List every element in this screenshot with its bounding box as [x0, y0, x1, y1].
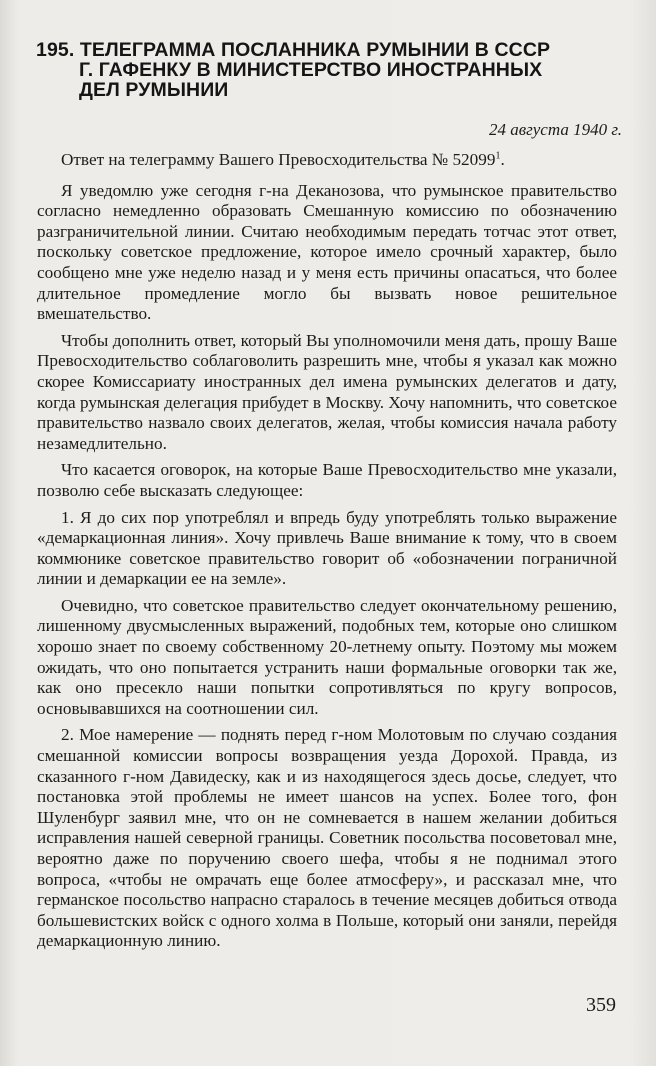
paragraph: Очевидно, что советское правительство следует окончательному решению, лишенному двусмысленных выражений, подобных тем, которые оно слишком хорошо знает по своему собственному 20-летнему опыту. Поэтому мы можем ожидать, что оно попытается устранить наши формальные оговорки так же, как оно пресекло наши попытки сопротивляться по кругу вопросов, основывавшихся на соотношении сил.	[37, 595, 617, 718]
heading-line: ДЕЛ РУМЫНИИ	[79, 79, 229, 101]
document-heading	[36, 40, 618, 100]
heading-line: 195. ТЕЛЕГРАММА ПОСЛАННИКА РУМЫНИИ В СССР	[36, 39, 551, 61]
reference-line: Ответ на телеграмму Вашего Превосходительства № 52099$^1$.	[61, 150, 505, 169]
paragraph: Что касается оговорок, на которые Ваше Превосходительство мне указали, позволю себе высказать следующее:	[37, 460, 617, 500]
paragraph: Чтобы дополнить ответ, который Вы уполномочили меня дать, прошу Ваше Превосходительство соблаговолить разрешить мне, чтобы я указал как можно скорее Комиссариату иностранных дел имена румынских делегатов и дату, когда румынская делегация прибудет в Москву. Хочу напомнить, что советское правительство назвало своих делегатов, желая, чтобы комиссия начала работу незамедлительно.	[37, 330, 617, 453]
paragraph: 1. Я до сих пор употреблял и впредь буду употреблять только выражение «демаркационная линия». Хочу привлечь Ваше внимание к тому, что в своем коммюнике советское правительство говорит об «обозначении пограничной линии и демаркации ее на земле».	[37, 507, 617, 589]
document-date: 24 августа 1940 г.	[489, 120, 622, 139]
footnote-mark: 1	[495, 150, 501, 162]
reference-text: Ответ на телеграмму Вашего Превосходительства № 52099	[61, 150, 496, 169]
paragraph: 2. Мое намерение — поднять перед г-ном Молотовым по случаю создания смешанной комиссии вопросы возвращения уезда Дорохой. Правда, из сказанного г-ном Давидеску, как и из находящегося здесь досье, следует, что постановка этой проблемы не имеет шансов на успех. Более того, фон Шуленбург заявил мне, что он не сомневается в нашем желании добиться исправления нашей северной границы. Советник посольства посоветовал мне, вероятно даже по поручению своего шефа, чтобы я не поднимал этого вопроса, «чтобы не омрачать еще более атмосферу», и рассказал мне, что германское посольство напрасно старалось в течение месяцев добиться отвода большевистских войск с одного холма в Польше, который они заняли, перейдя демаркационную линию.	[37, 725, 617, 951]
paragraph: Я уведомлю уже сегодня г-на Деканозова, что румынское правительство согласно немедленно образовать Смешанную комиссию по обозначению разграничительной линии. Считаю необходимым передать тотчас этот ответ, поскольку советское предложение, которое имело срочный характер, было сообщено мне уже неделю назад и у меня есть причины опасаться, что более длительное промедление могло бы вызвать новое решительное вмешательство.	[37, 180, 617, 324]
page-number: 359	[586, 994, 616, 1016]
document-body	[37, 150, 617, 958]
heading-line: Г. ГАФЕНКУ В МИНИСТЕРСТВО ИНОСТРАННЫХ	[79, 59, 543, 81]
